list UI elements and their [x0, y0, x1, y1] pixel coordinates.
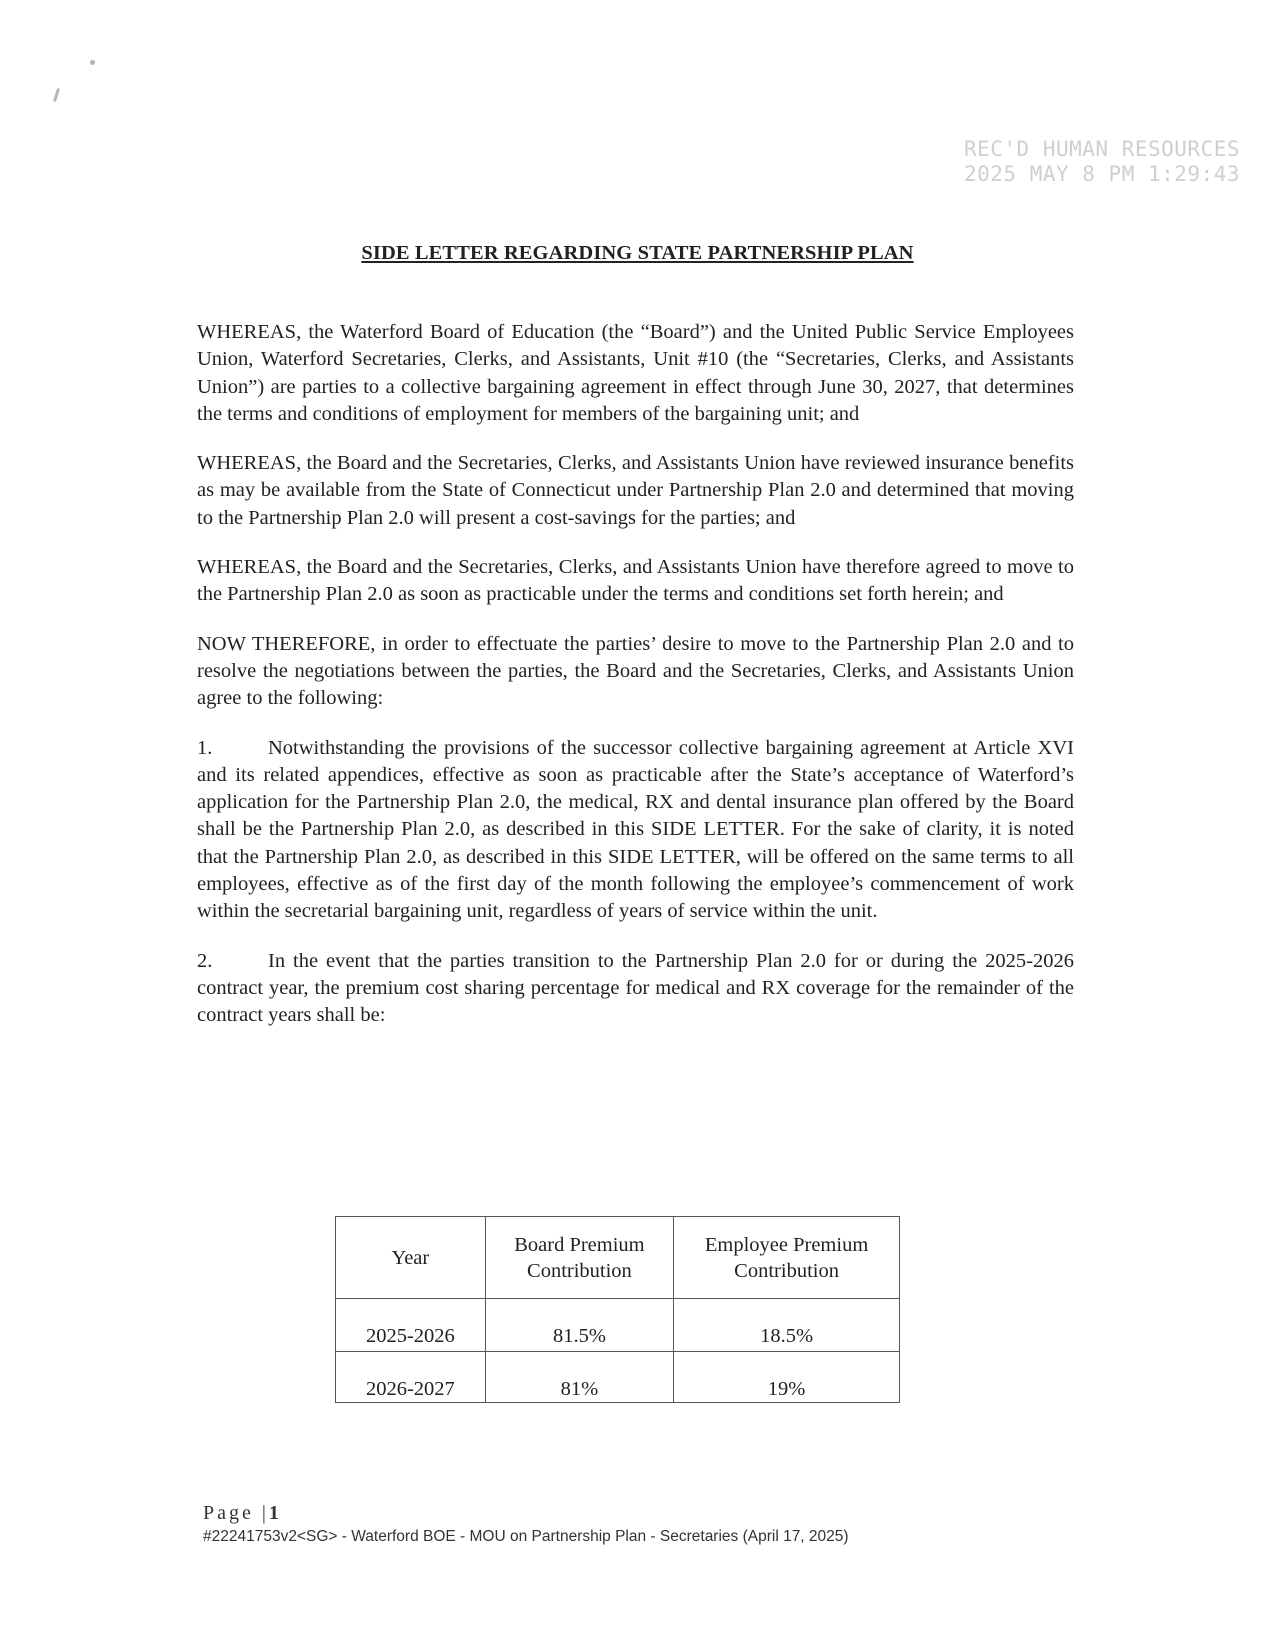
- document-title: SIDE LETTER REGARDING STATE PARTNERSHIP PLAN: [361, 242, 914, 264]
- premium-contribution-table-wrap: [335, 1216, 900, 1403]
- item-text: In the event that the parties transition to the Partnership Plan 2.0 for or during the 2025-2026 contract year, the premium cost sharing percentage for medical and RX coverage for the remainder of the contract years shall be:: [197, 949, 1074, 1027]
- table-header-row: [336, 1217, 900, 1299]
- numbered-item-1: [197, 735, 1074, 926]
- stamp-line-1: REC'D HUMAN RESOURCES: [963, 137, 1240, 161]
- document-reference: #22241753v2<SG> - Waterford BOE - MOU on Partnership Plan - Secretaries (April 17, 2025): [203, 1528, 849, 1545]
- document-body: [197, 319, 1074, 1052]
- page-number: 1: [268, 1502, 279, 1524]
- cell-year: 2025-2026: [336, 1299, 486, 1352]
- item-number: 1.: [197, 736, 213, 759]
- stamp-line-2: 2025 MAY 8 PM 1:29:43: [963, 162, 1240, 186]
- header-employee-premium: Employee Premium Contribution: [674, 1217, 900, 1299]
- numbered-item-2: [197, 948, 1074, 1030]
- premium-contribution-table: [335, 1216, 900, 1403]
- table-row: [336, 1299, 900, 1352]
- cell-employee-premium: 18.5%: [674, 1299, 900, 1352]
- whereas-paragraph-1: WHEREAS, the Waterford Board of Education (the “Board”) and the United Public Service Employees Union, Waterford Secretaries, Clerks, and Assistants, Unit #10 (the “Secretaries, Clerks, and Assistants Union”) are parties to a collective bargaining agreement in effect through June 30, 2027, that determines the terms and conditions of employment for members of the bargaining unit; and: [197, 321, 1074, 425]
- header-year: Year: [336, 1217, 486, 1299]
- scan-speck: [90, 60, 95, 65]
- cell-board-premium: 81%: [485, 1352, 673, 1403]
- cell-employee-premium: 19%: [674, 1352, 900, 1403]
- whereas-paragraph-3: WHEREAS, the Board and the Secretaries, Clerks, and Assistants Union have therefore agreed to move to the Partnership Plan 2.0 as soon as practicable under the terms and conditions set forth herein; and: [197, 556, 1074, 606]
- cell-year: 2026-2027: [336, 1352, 486, 1403]
- cell-board-premium: 81.5%: [485, 1299, 673, 1352]
- table-row: [336, 1352, 900, 1403]
- header-board-premium: Board Premium Contribution: [485, 1217, 673, 1299]
- now-therefore-paragraph: NOW THEREFORE, in order to effectuate the parties’ desire to move to the Partnership Plan 2.0 and to resolve the negotiations between the parties, the Board and the Secretaries, Clerks, and Assistants Union agree to the following:: [197, 632, 1074, 710]
- page-label: Page |: [203, 1502, 269, 1524]
- page-footer-number: [203, 1502, 279, 1525]
- item-number: 2.: [197, 949, 213, 972]
- item-text: Notwithstanding the provisions of the successor collective bargaining agreement at Article XVI and its related appendices, effective as soon as practicable after the State’s acceptance of Waterford’s application for the Partnership Plan 2.0, the medical, RX and dental insurance plan offered by the Board shall be the Partnership Plan 2.0, as described in this SIDE LETTER. For the sake of clarity, it is noted that the Partnership Plan 2.0, as described in this SIDE LETTER, will be offered on the same terms to all employees, effective as of the first day of the month following the employee’s commencement of work within the secretarial bargaining unit, regardless of years of service within the unit.: [197, 736, 1074, 923]
- whereas-paragraph-2: WHEREAS, the Board and the Secretaries, Clerks, and Assistants Union have reviewed insurance benefits as may be available from the State of Connecticut under Partnership Plan 2.0 and determined that moving to the Partnership Plan 2.0 will present a cost-savings for the parties; and: [197, 452, 1074, 529]
- received-stamp: [960, 137, 1240, 187]
- scan-mark: [53, 88, 60, 102]
